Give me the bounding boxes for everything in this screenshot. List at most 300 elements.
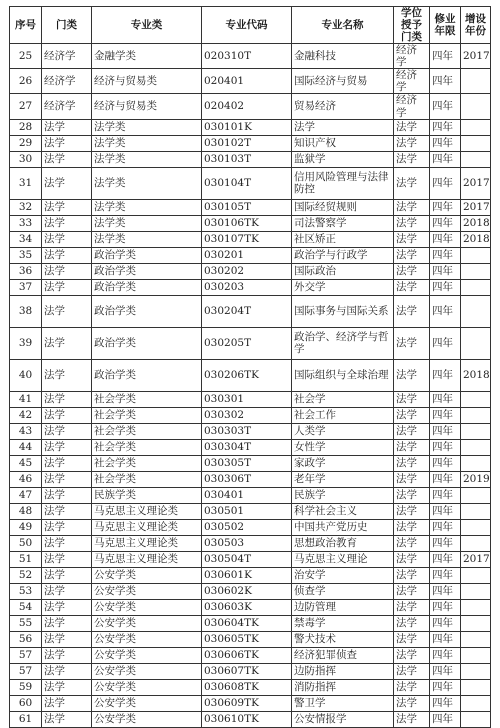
row-major-name: 公安情报学 — [292, 711, 394, 727]
row-duration: 四年 — [430, 359, 461, 391]
table-row — [10, 263, 491, 279]
row-major-class: 法学类 — [92, 119, 202, 135]
row-year-added — [461, 503, 491, 519]
row-year-added — [461, 695, 491, 711]
row-major-name: 国际组织与全球治理 — [292, 359, 394, 391]
row-category: 法学 — [42, 551, 92, 567]
row-degree: 法学 — [394, 711, 430, 727]
row-year-added: 2019 — [461, 471, 491, 487]
row-duration: 四年 — [430, 69, 461, 94]
row-major-name: 边防管理 — [292, 599, 394, 615]
row-degree: 法学 — [394, 199, 430, 215]
row-code: 030610TK — [202, 711, 292, 727]
row-code: 030401 — [202, 487, 292, 503]
row-degree: 法学 — [394, 231, 430, 247]
header-category: 门类 — [42, 7, 92, 44]
row-category: 法学 — [42, 279, 92, 295]
row-major-name: 思想政治教育 — [292, 535, 394, 551]
table-row — [10, 44, 491, 69]
row-code: 030502 — [202, 519, 292, 535]
row-duration: 四年 — [430, 663, 461, 679]
table-row — [10, 471, 491, 487]
row-duration: 四年 — [430, 583, 461, 599]
row-code: 030201 — [202, 247, 292, 263]
row-major-name: 外交学 — [292, 279, 394, 295]
table-row — [10, 407, 491, 423]
row-code: 030204T — [202, 295, 292, 327]
table-row — [10, 647, 491, 663]
table-header — [10, 7, 491, 44]
table-row — [10, 119, 491, 135]
row-major-name: 老年学 — [292, 471, 394, 487]
table-body — [10, 44, 491, 727]
row-major-class: 政治学类 — [92, 247, 202, 263]
row-degree: 法学 — [394, 503, 430, 519]
row-degree: 法学 — [394, 263, 430, 279]
row-major-name: 国际政治 — [292, 263, 394, 279]
row-category: 法学 — [42, 231, 92, 247]
header-code: 专业代码 — [202, 7, 292, 44]
row-major-class: 社会学类 — [92, 455, 202, 471]
row-degree: 法学 — [394, 151, 430, 167]
row-index: 54 — [10, 599, 42, 615]
row-category: 法学 — [42, 535, 92, 551]
row-major-class: 公安学类 — [92, 695, 202, 711]
row-category: 法学 — [42, 663, 92, 679]
row-major-name: 贸易经济 — [292, 94, 394, 119]
table-row — [10, 199, 491, 215]
table-row — [10, 391, 491, 407]
row-major-name: 中国共产党历史 — [292, 519, 394, 535]
row-code: 030306T — [202, 471, 292, 487]
row-index: 48 — [10, 503, 42, 519]
row-index: 49 — [10, 519, 42, 535]
row-major-name: 禁毒学 — [292, 615, 394, 631]
row-major-name: 国际经贸规则 — [292, 199, 394, 215]
row-category: 法学 — [42, 647, 92, 663]
row-code: 020401 — [202, 69, 292, 94]
header-degree: 学位授予门类 — [394, 7, 430, 44]
row-degree: 法学 — [394, 519, 430, 535]
row-category: 法学 — [42, 711, 92, 727]
row-major-name: 民族学 — [292, 487, 394, 503]
row-category: 法学 — [42, 567, 92, 583]
row-category: 法学 — [42, 455, 92, 471]
row-index: 40 — [10, 359, 42, 391]
row-category: 法学 — [42, 487, 92, 503]
row-duration: 四年 — [430, 551, 461, 567]
row-category: 法学 — [42, 519, 92, 535]
row-code: 030202 — [202, 263, 292, 279]
row-year-added: 2018 — [461, 231, 491, 247]
table-row — [10, 503, 491, 519]
row-index: 31 — [10, 167, 42, 199]
row-category: 法学 — [42, 695, 92, 711]
row-category: 法学 — [42, 215, 92, 231]
row-code: 030302 — [202, 407, 292, 423]
majors-table — [9, 6, 491, 728]
row-index: 53 — [10, 583, 42, 599]
row-index: 61 — [10, 711, 42, 727]
row-year-added — [461, 263, 491, 279]
row-index: 57 — [10, 663, 42, 679]
row-major-class: 公安学类 — [92, 631, 202, 647]
row-degree: 经济学 — [394, 69, 430, 94]
row-degree: 法学 — [394, 663, 430, 679]
row-degree: 法学 — [394, 167, 430, 199]
row-code: 030303T — [202, 423, 292, 439]
row-major-class: 公安学类 — [92, 583, 202, 599]
row-duration: 四年 — [430, 263, 461, 279]
row-duration: 四年 — [430, 215, 461, 231]
row-index: 30 — [10, 151, 42, 167]
row-degree: 法学 — [394, 295, 430, 327]
table-row — [10, 215, 491, 231]
row-duration: 四年 — [430, 615, 461, 631]
row-major-class: 法学类 — [92, 231, 202, 247]
row-code: 020310T — [202, 44, 292, 69]
row-code: 030605TK — [202, 631, 292, 647]
row-major-class: 经济与贸易类 — [92, 69, 202, 94]
row-duration: 四年 — [430, 711, 461, 727]
row-category: 法学 — [42, 615, 92, 631]
row-degree: 法学 — [394, 567, 430, 583]
row-code: 030305T — [202, 455, 292, 471]
row-index: 59 — [10, 679, 42, 695]
row-major-class: 公安学类 — [92, 711, 202, 727]
row-major-name: 国际经济与贸易 — [292, 69, 394, 94]
row-major-class: 政治学类 — [92, 327, 202, 359]
row-major-class: 民族学类 — [92, 487, 202, 503]
row-major-class: 法学类 — [92, 215, 202, 231]
row-duration: 四年 — [430, 679, 461, 695]
row-code: 030103T — [202, 151, 292, 167]
row-degree: 法学 — [394, 359, 430, 391]
row-duration: 四年 — [430, 231, 461, 247]
table-row — [10, 135, 491, 151]
row-code: 030608TK — [202, 679, 292, 695]
table-row — [10, 455, 491, 471]
row-duration: 四年 — [430, 455, 461, 471]
row-code: 030104T — [202, 167, 292, 199]
row-year-added — [461, 439, 491, 455]
row-duration: 四年 — [430, 503, 461, 519]
row-major-class: 公安学类 — [92, 567, 202, 583]
row-index: 46 — [10, 471, 42, 487]
row-duration: 四年 — [430, 631, 461, 647]
row-degree: 法学 — [394, 279, 430, 295]
row-code: 030106TK — [202, 215, 292, 231]
row-duration: 四年 — [430, 279, 461, 295]
row-degree: 法学 — [394, 215, 430, 231]
table-row — [10, 487, 491, 503]
row-major-class: 法学类 — [92, 167, 202, 199]
row-duration: 四年 — [430, 391, 461, 407]
table-row — [10, 439, 491, 455]
row-degree: 法学 — [394, 439, 430, 455]
row-major-class: 社会学类 — [92, 439, 202, 455]
row-category: 法学 — [42, 471, 92, 487]
row-major-class: 经济与贸易类 — [92, 94, 202, 119]
row-year-added — [461, 535, 491, 551]
row-major-name: 家政学 — [292, 455, 394, 471]
table-row — [10, 663, 491, 679]
table-row — [10, 151, 491, 167]
row-major-name: 金融科技 — [292, 44, 394, 69]
row-year-added — [461, 567, 491, 583]
table-row — [10, 247, 491, 263]
row-code: 030304T — [202, 439, 292, 455]
row-major-class: 政治学类 — [92, 295, 202, 327]
row-code: 030501 — [202, 503, 292, 519]
row-year-added — [461, 151, 491, 167]
table-row — [10, 279, 491, 295]
table-row — [10, 231, 491, 247]
row-duration: 四年 — [430, 471, 461, 487]
row-major-class: 公安学类 — [92, 615, 202, 631]
row-major-name: 政治学与行政学 — [292, 247, 394, 263]
row-major-class: 社会学类 — [92, 391, 202, 407]
row-index: 51 — [10, 551, 42, 567]
row-degree: 法学 — [394, 535, 430, 551]
row-code: 030105T — [202, 199, 292, 215]
header-duration: 修业年限 — [430, 7, 461, 44]
row-index: 36 — [10, 263, 42, 279]
row-index: 52 — [10, 567, 42, 583]
row-year-added — [461, 94, 491, 119]
row-code: 030504T — [202, 551, 292, 567]
row-index: 41 — [10, 391, 42, 407]
table-row — [10, 599, 491, 615]
row-duration: 四年 — [430, 487, 461, 503]
row-major-class: 马克思主义理论类 — [92, 503, 202, 519]
row-code: 030607TK — [202, 663, 292, 679]
row-category: 法学 — [42, 295, 92, 327]
row-major-class: 公安学类 — [92, 647, 202, 663]
table-row — [10, 94, 491, 119]
header-index: 序号 — [10, 7, 42, 44]
row-index: 56 — [10, 631, 42, 647]
row-code: 030206TK — [202, 359, 292, 391]
row-index: 43 — [10, 423, 42, 439]
row-duration: 四年 — [430, 567, 461, 583]
row-major-name: 警犬技术 — [292, 631, 394, 647]
row-major-class: 金融学类 — [92, 44, 202, 69]
row-degree: 法学 — [394, 391, 430, 407]
row-year-added: 2017 — [461, 551, 491, 567]
row-category: 法学 — [42, 439, 92, 455]
row-code: 030601K — [202, 567, 292, 583]
row-category: 法学 — [42, 423, 92, 439]
table-row — [10, 295, 491, 327]
row-duration: 四年 — [430, 199, 461, 215]
row-major-class: 社会学类 — [92, 423, 202, 439]
row-category: 法学 — [42, 199, 92, 215]
row-duration: 四年 — [430, 119, 461, 135]
row-year-added — [461, 423, 491, 439]
row-index: 37 — [10, 279, 42, 295]
row-major-class: 法学类 — [92, 135, 202, 151]
row-index: 60 — [10, 695, 42, 711]
row-category: 法学 — [42, 359, 92, 391]
row-year-added — [461, 679, 491, 695]
row-category: 法学 — [42, 167, 92, 199]
table-row — [10, 519, 491, 535]
row-code: 030301 — [202, 391, 292, 407]
row-index: 28 — [10, 119, 42, 135]
row-index: 25 — [10, 44, 42, 69]
row-major-name: 消防指挥 — [292, 679, 394, 695]
row-category: 法学 — [42, 151, 92, 167]
row-degree: 法学 — [394, 551, 430, 567]
table-row — [10, 167, 491, 199]
row-degree: 法学 — [394, 647, 430, 663]
row-year-added: 2017 — [461, 199, 491, 215]
row-code: 020402 — [202, 94, 292, 119]
row-major-class: 法学类 — [92, 151, 202, 167]
row-degree: 法学 — [394, 327, 430, 359]
row-degree: 法学 — [394, 247, 430, 263]
row-duration: 四年 — [430, 695, 461, 711]
row-major-name: 人类学 — [292, 423, 394, 439]
row-major-name: 政治学、经济学与哲学 — [292, 327, 394, 359]
row-degree: 法学 — [394, 423, 430, 439]
table-row — [10, 695, 491, 711]
row-degree: 法学 — [394, 631, 430, 647]
row-index: 44 — [10, 439, 42, 455]
row-category: 法学 — [42, 679, 92, 695]
row-major-name: 马克思主义理论 — [292, 551, 394, 567]
row-degree: 法学 — [394, 407, 430, 423]
table-row — [10, 583, 491, 599]
row-index: 42 — [10, 407, 42, 423]
row-major-class: 马克思主义理论类 — [92, 535, 202, 551]
table-row — [10, 327, 491, 359]
row-year-added — [461, 599, 491, 615]
row-category: 法学 — [42, 263, 92, 279]
row-major-class: 社会学类 — [92, 471, 202, 487]
row-year-added — [461, 455, 491, 471]
row-code: 030203 — [202, 279, 292, 295]
row-category: 经济学 — [42, 44, 92, 69]
row-major-name: 警卫学 — [292, 695, 394, 711]
row-year-added — [461, 391, 491, 407]
row-category: 法学 — [42, 407, 92, 423]
row-code: 030603K — [202, 599, 292, 615]
row-major-name: 经济犯罪侦查 — [292, 647, 394, 663]
row-index: 33 — [10, 215, 42, 231]
row-degree: 法学 — [394, 471, 430, 487]
row-year-added — [461, 711, 491, 727]
row-degree: 法学 — [394, 455, 430, 471]
row-category: 法学 — [42, 599, 92, 615]
row-major-name: 治安学 — [292, 567, 394, 583]
row-major-class: 公安学类 — [92, 679, 202, 695]
row-major-name: 侦查学 — [292, 583, 394, 599]
row-major-class: 政治学类 — [92, 279, 202, 295]
row-code: 030205T — [202, 327, 292, 359]
table-row — [10, 615, 491, 631]
row-major-class: 公安学类 — [92, 599, 202, 615]
row-index: 26 — [10, 69, 42, 94]
row-code: 030503 — [202, 535, 292, 551]
table-row — [10, 69, 491, 94]
row-code: 030606TK — [202, 647, 292, 663]
row-year-added — [461, 119, 491, 135]
row-index: 39 — [10, 327, 42, 359]
header-major-name: 专业名称 — [292, 7, 394, 44]
row-degree: 法学 — [394, 583, 430, 599]
row-category: 经济学 — [42, 69, 92, 94]
row-year-added — [461, 407, 491, 423]
row-duration: 四年 — [430, 327, 461, 359]
row-degree: 经济学 — [394, 44, 430, 69]
row-code: 030604TK — [202, 615, 292, 631]
row-degree: 法学 — [394, 119, 430, 135]
row-year-added — [461, 631, 491, 647]
row-major-class: 马克思主义理论类 — [92, 551, 202, 567]
table-row — [10, 567, 491, 583]
row-major-name: 社会学 — [292, 391, 394, 407]
row-degree: 法学 — [394, 695, 430, 711]
table-row — [10, 679, 491, 695]
row-duration: 四年 — [430, 247, 461, 263]
row-duration: 四年 — [430, 519, 461, 535]
row-category: 法学 — [42, 583, 92, 599]
row-index: 50 — [10, 535, 42, 551]
row-major-name: 边防指挥 — [292, 663, 394, 679]
table-row — [10, 631, 491, 647]
row-year-added — [461, 615, 491, 631]
row-duration: 四年 — [430, 599, 461, 615]
row-degree: 经济学 — [394, 94, 430, 119]
row-year-added: 2017 — [461, 167, 491, 199]
row-duration: 四年 — [430, 439, 461, 455]
row-year-added — [461, 279, 491, 295]
row-category: 法学 — [42, 135, 92, 151]
row-category: 法学 — [42, 391, 92, 407]
table-row — [10, 711, 491, 727]
row-major-name: 知识产权 — [292, 135, 394, 151]
row-code: 030107TK — [202, 231, 292, 247]
table-row — [10, 535, 491, 551]
row-major-name: 社会工作 — [292, 407, 394, 423]
row-degree: 法学 — [394, 487, 430, 503]
table-row — [10, 423, 491, 439]
row-index: 55 — [10, 615, 42, 631]
row-year-added — [461, 247, 491, 263]
row-major-class: 法学类 — [92, 199, 202, 215]
row-duration: 四年 — [430, 167, 461, 199]
row-major-name: 国际事务与国际关系 — [292, 295, 394, 327]
row-year-added: 2018 — [461, 215, 491, 231]
row-category: 法学 — [42, 631, 92, 647]
row-year-added — [461, 647, 491, 663]
table-row — [10, 551, 491, 567]
row-index: 27 — [10, 94, 42, 119]
row-year-added — [461, 327, 491, 359]
row-duration: 四年 — [430, 295, 461, 327]
row-degree: 法学 — [394, 135, 430, 151]
row-major-name: 社区矫正 — [292, 231, 394, 247]
row-year-added — [461, 519, 491, 535]
row-major-class: 社会学类 — [92, 407, 202, 423]
row-degree: 法学 — [394, 679, 430, 695]
row-degree: 法学 — [394, 615, 430, 631]
header-major-class: 专业类 — [92, 7, 202, 44]
row-index: 32 — [10, 199, 42, 215]
row-duration: 四年 — [430, 94, 461, 119]
